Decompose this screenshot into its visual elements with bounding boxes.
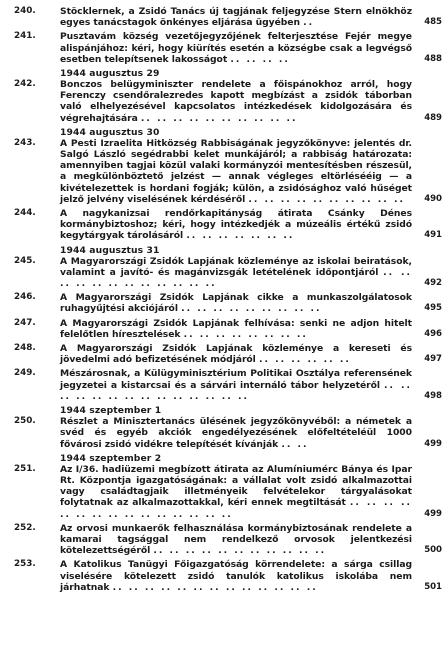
- entry-text-block: [60, 6, 442, 28]
- leader-dots: .. .. .. .. .. .. .. .. ..: [181, 303, 322, 315]
- table-of-contents: [8, 6, 442, 593]
- toc-entry: [8, 79, 442, 124]
- entry-number: 246.: [14, 292, 36, 303]
- entry-number: 253.: [14, 559, 36, 570]
- entry-number: 242.: [14, 79, 36, 90]
- leader-dots: .. .. .. .. .. .. .. .. .. .. .. .. ..: [112, 581, 318, 593]
- entry-number: 248.: [14, 343, 36, 354]
- entry-text: A Magyarországi Zsidók Lapjának közleménye a kereseti és jövedelmi adó befizetésének módjáról: [60, 343, 412, 366]
- entry-text-block: [60, 559, 442, 593]
- entry-text-block: [60, 368, 442, 402]
- entry-text: Bonczos belügyminiszter rendelete a főispánokhoz arról, hogy Ferenczy csendőralezredes kapott megbízást a zsidók táborban való elhelyezésével kapcsolatos intézkedések kidolgozására és végrehajtására: [60, 79, 412, 124]
- entry-text-block: [60, 79, 442, 124]
- toc-entry: [8, 31, 442, 65]
- toc-entry: [8, 6, 442, 28]
- leader-dots: .. .. .. .. .. .. .. ..: [183, 328, 308, 340]
- entry-text: Stöcklernek, a Zsidó Tanács új tagjának feljegyzése Stern elnökhöz egyes tanácstagok önkényes eljárása ügyében: [60, 6, 412, 29]
- entry-text: Az orvosi munkaerők felhasználása kormánybiztosának rendelete a kamarai tagsággal nem rendelkező orvosok jelentkezési kötelezettségéről: [60, 522, 412, 557]
- entry-text-block: [60, 464, 442, 520]
- leader-dots: .. .. .. .. .. .. .. .. .. ..: [248, 193, 405, 205]
- entry-text: A Katolikus Tanügyi Főigazgatóság körrendelete: a sárga csillag viselésére kötelezett zsidó tanulók katolikus iskolába nem járhatnak: [60, 559, 412, 593]
- leader-dots: .. .. .. .. .. ..: [258, 354, 351, 366]
- entry-text-block: [60, 256, 442, 290]
- entry-text: Mészárosnak, a Külügyminisztérium Politikai Osztálya referensének jegyzetei a kistarcsai és a sárvári internáló tábor helyzetéről: [60, 368, 412, 391]
- entry-number: 245.: [14, 255, 36, 266]
- entry-text: A Magyarországi Zsidók Lapjának felhívása: senki ne adjon hitelt felelőtlen híresztelések: [60, 317, 412, 340]
- page-number: 497: [424, 354, 442, 365]
- entry-text: A nagykanizsai rendőrkapitányság átirata Csánky Dénes kormánybiztoshoz; kéri, hogy intézkedjék a múzeális értékű zsidó kegytárgyak tárolásáról: [60, 208, 412, 242]
- entry-number: 244.: [14, 208, 36, 219]
- toc-entry: [8, 416, 442, 450]
- toc-entry: [8, 138, 442, 205]
- leader-dots: .. .. .. .. .. .. .. .. .. .. .. .. .. .. ..: [60, 497, 412, 520]
- toc-entry: [8, 559, 442, 593]
- entry-number: 247.: [14, 317, 36, 328]
- entry-number: 241.: [14, 31, 36, 42]
- page-number: 492: [424, 278, 442, 289]
- entry-text-block: [60, 343, 442, 365]
- page-number: 496: [424, 328, 442, 339]
- toc-entry: [8, 208, 442, 242]
- entry-text-block: [60, 208, 442, 242]
- leader-dots: .. .. .. .. .. .. .. .. .. .. .. .. .. ..: [60, 379, 412, 402]
- entry-number: 240.: [14, 6, 36, 16]
- toc-entry: [8, 318, 442, 340]
- date-heading: 1944 augusztus 29: [60, 68, 160, 80]
- entry-text-block: [60, 318, 442, 340]
- page-number: 498: [424, 390, 442, 401]
- entry-text: Részlet a Minisztertanács ülésének jegyzőkönyvéből: a németek a svéd és egyéb akciók engedélyezésének előfeltételéül 1000 fővárosi zsidó vidékre telepítését kívánják: [60, 416, 412, 450]
- entry-text: Pusztavám község vezetőjegyzőjének felterjesztése Fejér megye alispánjához: kéri, hogy kiürítés esetén a községbe csak a legvégső esetben telepítsenek lakosságot: [60, 31, 412, 65]
- entry-text: A Magyarországi Zsidók Lapjának cikke a munkaszolgálatosok ruhagyűjtési akciójáról: [60, 292, 412, 315]
- toc-entry: [8, 292, 442, 314]
- page-number: 500: [424, 545, 442, 556]
- leader-dots: ..: [303, 17, 315, 29]
- toc-entry: [8, 368, 442, 402]
- toc-entry: [8, 256, 442, 290]
- date-heading: 1944 szeptember 2: [60, 452, 162, 464]
- date-heading: 1944 szeptember 1: [60, 405, 162, 417]
- entry-text: Az I/36. hadiüzemi megbízott átirata az Alumíniumérc Bánya és Ipar Rt. Központja igazgatóságának: a vállalat volt zsidó alkalmazottai vagy családtagjaik illetményeik felvételekor tárgyalásokat folytatnak az alkalmazottakkal, kéri ennek megtiltását: [60, 463, 412, 509]
- entry-text-block: [60, 416, 442, 450]
- entry-number: 251.: [14, 463, 36, 474]
- page-number: 490: [424, 193, 442, 204]
- page-number: 499: [424, 438, 442, 449]
- entry-text: A Magyarországi Zsidók Lapjának közleménye az iskolai beiratások, valamint a javító- és magánvizsgák letételének időpontjáról: [60, 255, 412, 278]
- leader-dots: .. .. .. .. .. .. .. .. .. .. ..: [153, 545, 327, 557]
- entry-text-block: [60, 523, 442, 557]
- entry-number: 250.: [14, 416, 36, 427]
- toc-entry: [8, 464, 442, 520]
- entry-text-block: [60, 292, 442, 314]
- page-number: 485: [424, 17, 442, 28]
- entry-text-block: [60, 31, 442, 65]
- date-heading: 1944 augusztus 30: [60, 126, 160, 138]
- entry-text: A Pesti Izraelita Hitközség Rabbiságának jegyzőkönyve: jelentés dr. Salgó László segédrabbi kelet munkájáról; a rabbiság határozata: amennyiben tagjai közül valaki kormányzói mentesítésben részesül, a megkülönböztető jelzést — annak végleges eltörlésééig — a kivételezettek is hordani fogják; külön, a zsidósághoz való hűséget jelző jelvény viselésének kérdéséről: [60, 137, 412, 205]
- page-number: 488: [424, 53, 442, 64]
- leader-dots: .. ..: [281, 438, 309, 450]
- entry-number: 252.: [14, 522, 36, 533]
- date-heading: 1944 augusztus 31: [60, 244, 160, 256]
- page-number: 491: [424, 230, 442, 241]
- page-number: 495: [424, 303, 442, 314]
- page-number: 499: [424, 508, 442, 519]
- entry-text-block: [60, 138, 442, 205]
- leader-dots: .. .. .. .. .. .. .. .. .. ..: [140, 112, 298, 124]
- page-number: 501: [424, 581, 442, 592]
- toc-entry: [8, 523, 442, 557]
- leader-dots: .. .. .. .. .. .. ..: [186, 230, 295, 242]
- page-number: 489: [424, 112, 442, 123]
- toc-entry: [8, 343, 442, 365]
- entry-number: 243.: [14, 137, 36, 148]
- leader-dots: .. .. .. ..: [230, 53, 290, 65]
- leader-dots: .. .. .. .. .. .. .. .. .. .. .. ..: [60, 266, 412, 290]
- entry-number: 249.: [14, 368, 36, 379]
